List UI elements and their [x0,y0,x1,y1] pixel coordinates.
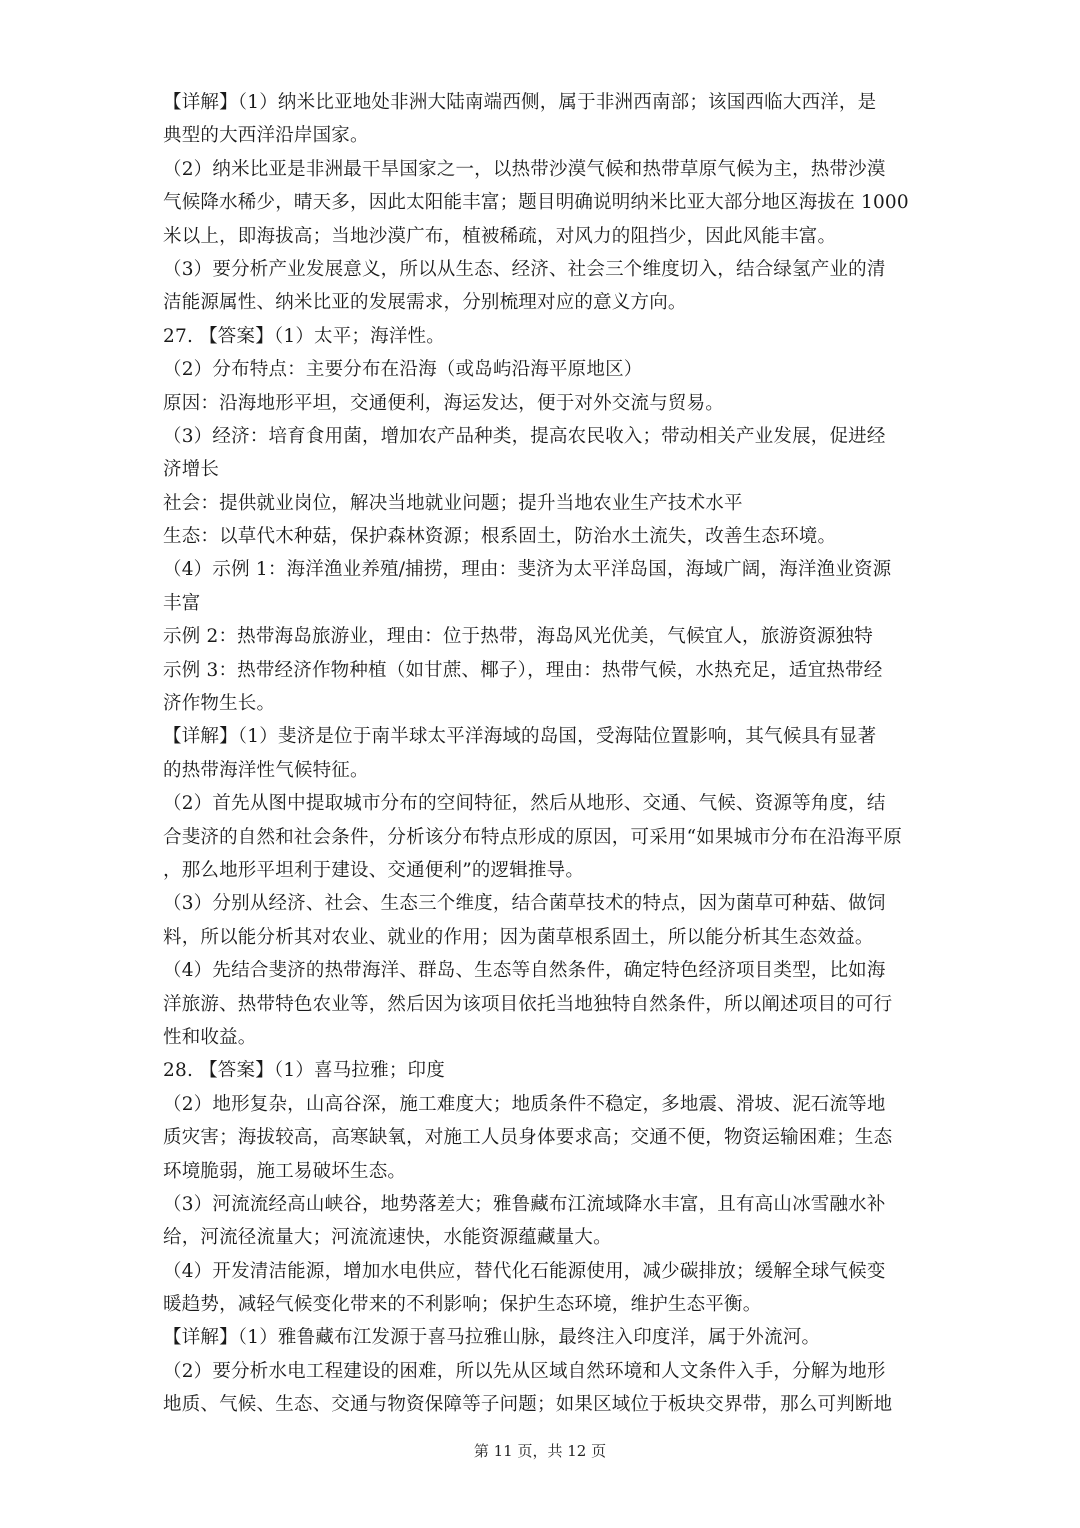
text-line: 性和收益。 [163,1026,257,1048]
text-line: 给，河流径流量大；河流流速快，水能资源蕴藏量大。 [163,1227,612,1249]
text-line: 【详解】（1）纳米比亚地处非洲大陆南端西侧，属于非洲西南部；该国西临大西洋，是 [163,92,877,113]
text-line: 济作物生长。 [163,693,276,715]
page-footer: 第 11 页，共 12 页 [473,1442,607,1460]
text-line: 洁能源属性、纳米比亚的发展需求，分别梳理对应的意义方向。 [163,292,687,314]
text-line: （3）分别从经济、社会、生态三个维度，结合菌草技术的特点，因为菌草可种菇、做饲 [163,893,886,915]
text-line: （2）分布特点：主要分布在沿海（或岛屿沿海平原地区） [163,359,643,381]
text-line: 示例 3：热带经济作物种植（如甘蔗、椰子），理由：热带气候，水热充足，适宜热带经 [163,659,883,681]
text-line: （2）要分析水电工程建设的困难，所以先从区域自然环境和人文条件入手，分解为地形 [163,1360,886,1382]
text-line: 原因：沿海地形平坦，交通便利，海运发达，便于对外交流与贸易。 [163,392,725,414]
text-line: 28. 【答案】（1）喜马拉雅；印度 [163,1060,445,1082]
text-line: 社会：提供就业岗位，解决当地就业问题；提升当地农业生产技术水平 [163,492,743,514]
text-line: （4）开发清洁能源，增加水电供应，替代化石能源使用，减少碳排放；缓解全球气候变 [163,1260,886,1282]
text-line: （2）纳米比亚是非洲最干旱国家之一，以热带沙漠气候和热带草原气候为主，热带沙漠 [163,158,886,180]
text-line: （4）先结合斐济的热带海洋、群岛、生态等自然条件，确定特色经济项目类型，比如海 [163,960,886,982]
text-line: （3）河流流经高山峡谷，地势落差大；雅鲁藏布江流域降水丰富，且有高山冰雪融水补 [163,1193,886,1215]
text-line: （2）首先从图中提取城市分布的空间特征，然后从地形、交通、气候、资源等角度，结 [163,793,886,815]
text-line: 米以上，即海拔高；当地沙漠广布，植被稀疏，对风力的阻挡少，因此风能丰富。 [163,225,837,247]
text-line: 27. 【答案】（1）太平；海洋性。 [163,325,445,347]
text-line: 的热带海洋性气候特征。 [163,759,369,781]
text-line: （2）地形复杂，山高谷深，施工难度大；地质条件不稳定，多地震、滑坡、泥石流等地 [163,1093,886,1115]
text-line: 料，所以能分析其对农业、就业的作用；因为菌草根系固土，所以能分析其生态效益。 [163,926,874,948]
text-line: （3）经济：培育食用菌，增加农产品种类，提高农民收入；带动相关产业发展，促进经 [163,425,886,447]
text-line: 气候降水稀少，晴天多，因此太阳能丰富；题目明确说明纳米比亚大部分地区海拔在 1000 [163,192,909,214]
text-line: ，那么地形平坦利于建设、交通便利”的逻辑推导。 [163,859,585,881]
text-line: 【详解】（1）雅鲁藏布江发源于喜马拉雅山脉，最终注入印度洋，属于外流河。 [163,1327,821,1349]
text-line: （4）示例 1：海洋渔业养殖/捕捞，理由：斐济为太平洋岛国，海域广阔，海洋渔业资源 [163,559,892,581]
text-line: 合斐济的自然和社会条件，分析该分布特点形成的原因，可采用“如果城市分布在沿海平原 [163,826,902,848]
text-line: 丰富 [163,592,201,614]
document-body [163,86,923,1422]
text-line: 环境脆弱，施工易破坏生态。 [163,1160,407,1182]
text-line: 示例 2：热带海岛旅游业，理由：位于热带，海岛风光优美，气候宜人，旅游资源独特 [163,626,873,648]
text-line: 暖趋势，减轻气候变化带来的不利影响；保护生态环境，维护生态平衡。 [163,1294,762,1316]
text-line: 地质、气候、生态、交通与物资保障等子问题；如果区域位于板块交界带，那么可判断地 [163,1394,893,1416]
text-line: 【详解】（1）斐济是位于南半球太平洋海域的岛国，受海陆位置影响，其气候具有显著 [163,726,877,748]
text-line: 生态：以草代木种菇，保护森林资源；根系固土，防治水土流失，改善生态环境。 [163,526,837,548]
text-line: 典型的大西洋沿岸国家。 [163,125,369,147]
text-line: 洋旅游、热带特色农业等，然后因为该项目依托当地独特自然条件，所以阐述项目的可行 [163,993,893,1015]
text-line: （3）要分析产业发展意义，所以从生态、经济、社会三个维度切入，结合绿氢产业的清 [163,258,886,280]
text-line: 质灾害；海拔较高，高寒缺氧，对施工人员身体要求高；交通不便，物资运输困难；生态 [163,1127,893,1149]
text-line: 济增长 [163,459,220,481]
